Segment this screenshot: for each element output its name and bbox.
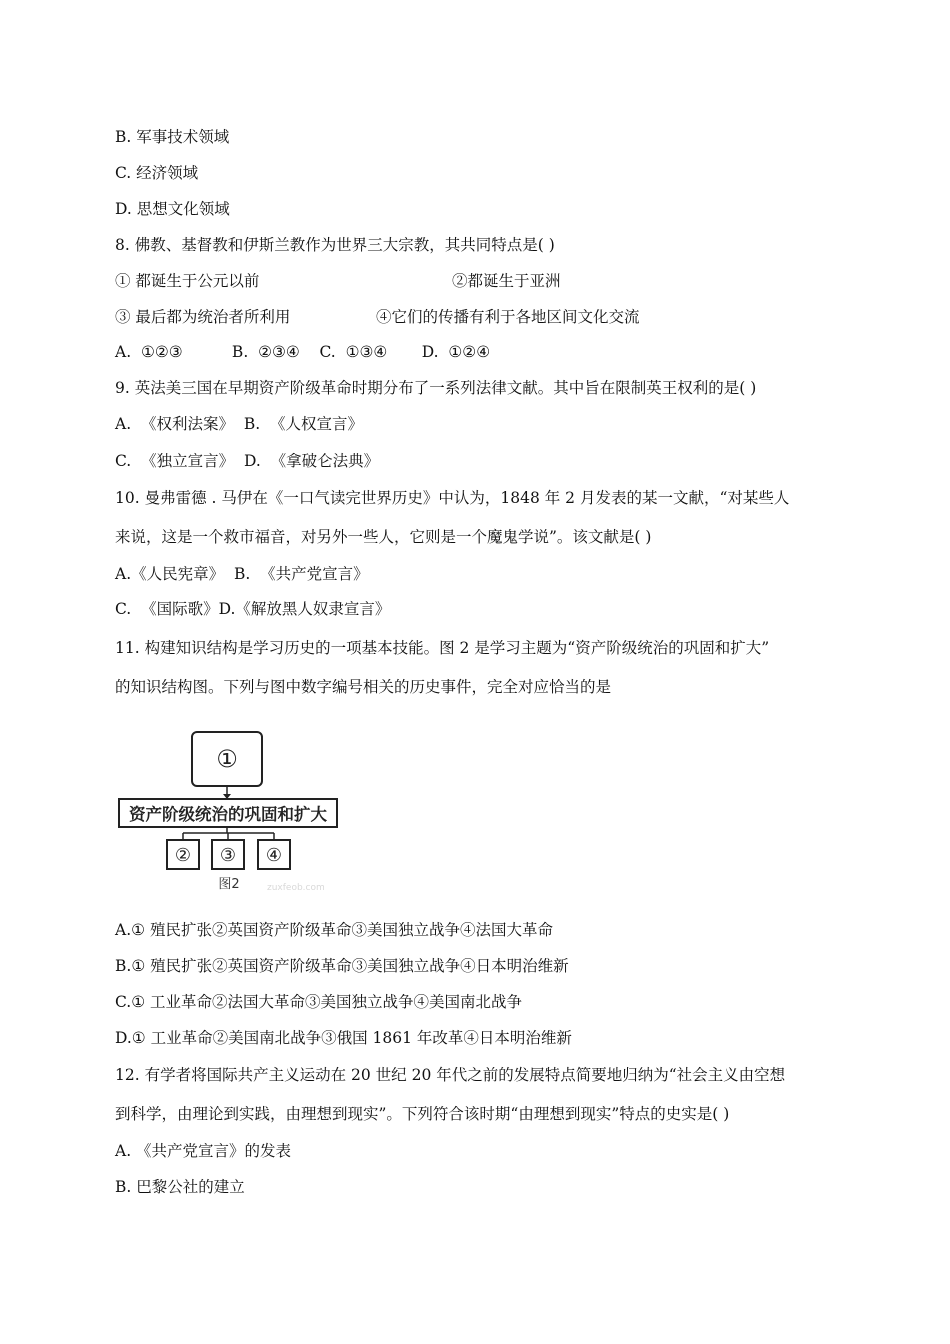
- q9-stem: 9. 英法美三国在早期资产阶级革命时期分布了一系列法律文献。其中旨在限制英王权利的是( ): [115, 379, 757, 397]
- q11-option-a: A.① 殖民扩张②英国资产阶级革命③美国独立战争④法国大革命: [115, 921, 553, 939]
- q10-stem-line1: 10. 曼弗雷德 . 马伊在《一口气读完世界历史》中认为，1848 年 2 月发表的某一文献，“对某些人: [115, 489, 790, 507]
- q8-options: A. ①②③ B. ②③④ C. ①③④ D. ①②④: [115, 343, 491, 361]
- q11-stem-line2: 的知识结构图。下列与图中数字编号相关的历史事件，完全对应恰当的是: [115, 678, 612, 696]
- q11-option-d: D.① 工业革命②美国南北战争③俄国 1861 年改革④日本明治维新: [115, 1029, 572, 1047]
- diagram-top-label: ①: [216, 745, 238, 773]
- q8-stem: 8. 佛教、基督教和伊斯兰教作为世界三大宗教，其共同特点是( ): [115, 236, 555, 254]
- q9-options-cd: C. 《独立宣言》 D. 《拿破仑法典》: [115, 452, 380, 470]
- q8-item-1: ① 都诞生于公元以前: [115, 272, 260, 290]
- q10-options-ab: A.《人民宪章》 B. 《共产党宣言》: [115, 565, 369, 583]
- q7-option-b: B. 军事技术领域: [115, 128, 230, 146]
- diagram-box-4-label: ④: [265, 845, 283, 866]
- diagram-caption: 图2: [218, 877, 240, 892]
- q8-item-2: ②都诞生于亚洲: [452, 272, 561, 290]
- diagram-box-2-label: ②: [174, 845, 192, 866]
- diagram-watermark: zuxfeob.com: [267, 883, 325, 893]
- diagram-center-label: 资产阶级统治的巩固和扩大: [129, 805, 327, 824]
- q12-stem-line1: 12. 有学者将国际共产主义运动在 20 世纪 20 年代之前的发展特点简要地归纳为“社会主义由空想: [115, 1066, 786, 1084]
- q7-option-d: D. 思想文化领域: [115, 200, 230, 218]
- q7-option-c: C. 经济领域: [115, 164, 199, 182]
- q10-stem-line2: 来说，这是一个救市福音，对另外一些人，它则是一个魔鬼学说”。该文献是( ): [115, 528, 652, 546]
- q12-option-b: B. 巴黎公社的建立: [115, 1178, 245, 1196]
- diagram-box-3-label: ③: [219, 845, 237, 866]
- q12-stem-line2: 到科学，由理论到实践，由理想到现实”。下列符合该时期“由理想到现实”特点的史实是( ): [115, 1105, 730, 1123]
- q11-option-c: C.① 工业革命②法国大革命③美国独立战争④美国南北战争: [115, 993, 523, 1011]
- q8-item-4: ④它们的传播有利于各地区间文化交流: [376, 308, 640, 326]
- q11-stem-line1: 11. 构建知识结构是学习历史的一项基本技能。图 2 是学习主题为“资产阶级统治的巩固和扩大”: [115, 639, 770, 657]
- q12-option-a: A. 《共产党宣言》的发表: [115, 1142, 292, 1160]
- q10-options-cd: C. 《国际歌》D.《解放黑人奴隶宣言》: [115, 600, 391, 618]
- q9-options-ab: A. 《权利法案》 B. 《人权宣言》: [115, 415, 364, 433]
- knowledge-structure-diagram: [117, 730, 347, 895]
- q11-option-b: B.① 殖民扩张②英国资产阶级革命③美国独立战争④日本明治维新: [115, 957, 569, 975]
- q8-item-3: ③ 最后都为统治者所利用: [115, 308, 291, 326]
